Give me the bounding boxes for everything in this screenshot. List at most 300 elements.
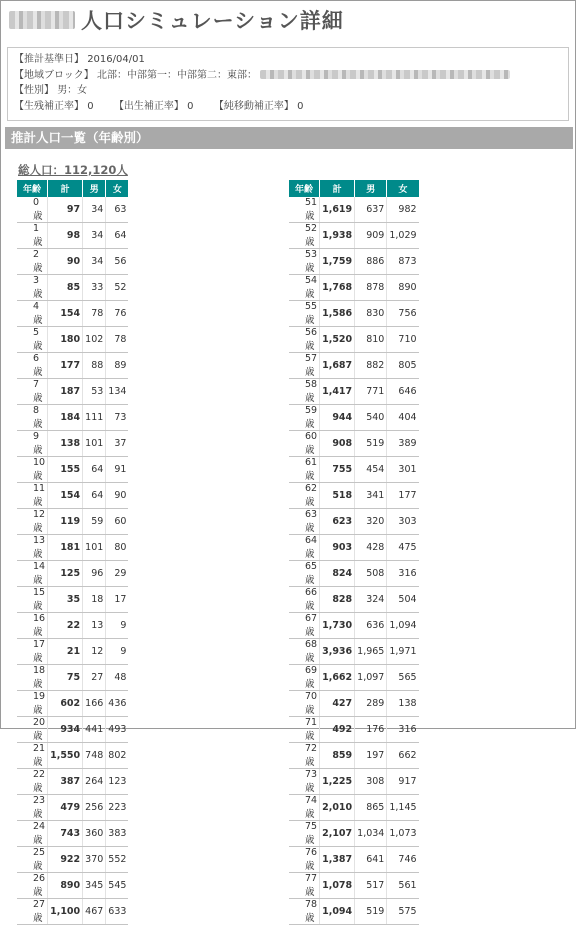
age-cell: 55歳 — [289, 301, 320, 327]
male-cell: 13 — [83, 613, 106, 639]
block-label: 【地域ブロック】 — [14, 69, 94, 81]
header-female: 女 — [387, 180, 419, 197]
table-header-row — [17, 180, 128, 197]
female-cell: 1,073 — [387, 821, 419, 847]
birth-rate-label: 【出生補正率】 — [113, 100, 184, 112]
age-cell: 54歳 — [289, 275, 320, 301]
female-cell: 89 — [106, 353, 129, 379]
total-cell: 1,078 — [320, 873, 355, 899]
table-row — [17, 223, 128, 249]
age-cell: 66歳 — [289, 587, 320, 613]
total-cell: 602 — [48, 691, 83, 717]
migration-rate-value: 0 — [297, 100, 304, 112]
female-cell: 301 — [387, 457, 419, 483]
male-cell: 176 — [355, 717, 387, 743]
total-cell: 908 — [320, 431, 355, 457]
female-cell: 9 — [106, 613, 129, 639]
table-row — [17, 405, 128, 431]
total-cell: 75 — [48, 665, 83, 691]
total-cell: 1,100 — [48, 899, 83, 925]
table-row — [289, 327, 419, 353]
female-cell: 404 — [387, 405, 419, 431]
age-cell: 69歳 — [289, 665, 320, 691]
female-cell: 873 — [387, 249, 419, 275]
survival-rate-label: 【生残補正率】 — [14, 100, 84, 112]
table-row — [289, 301, 419, 327]
female-cell: 37 — [106, 431, 129, 457]
table-row — [289, 717, 419, 743]
block-value: 北部：中部第一：中部第二：東部： — [97, 69, 257, 81]
male-cell: 909 — [355, 223, 387, 249]
age-cell: 5歳 — [17, 327, 48, 353]
total-cell: 903 — [320, 535, 355, 561]
table-header-row — [289, 180, 419, 197]
base-date-value: 2016/04/01 — [87, 54, 145, 65]
age-cell: 12歳 — [17, 509, 48, 535]
female-cell: 575 — [387, 899, 419, 925]
female-cell: 633 — [106, 899, 129, 925]
age-cell: 75歳 — [289, 821, 320, 847]
total-cell: 90 — [48, 249, 83, 275]
age-cell: 6歳 — [17, 353, 48, 379]
male-cell: 101 — [83, 431, 106, 457]
age-cell: 62歳 — [289, 483, 320, 509]
male-cell: 519 — [355, 431, 387, 457]
total-cell: 138 — [48, 431, 83, 457]
redacted-block-list — [260, 70, 510, 79]
female-cell: 303 — [387, 509, 419, 535]
male-cell: 865 — [355, 795, 387, 821]
male-cell: 96 — [83, 561, 106, 587]
age-cell: 65歳 — [289, 561, 320, 587]
male-cell: 428 — [355, 535, 387, 561]
female-cell: 1,029 — [387, 223, 419, 249]
table-row — [289, 431, 419, 457]
rates-row — [14, 99, 562, 115]
total-cell: 492 — [320, 717, 355, 743]
table-row — [289, 795, 419, 821]
male-cell: 34 — [83, 223, 106, 249]
female-cell: 90 — [106, 483, 129, 509]
male-cell: 197 — [355, 743, 387, 769]
female-cell: 134 — [106, 379, 129, 405]
age-cell: 53歳 — [289, 249, 320, 275]
total-cell: 1,759 — [320, 249, 355, 275]
male-cell: 34 — [83, 197, 106, 223]
female-cell: 63 — [106, 197, 129, 223]
age-cell: 24歳 — [17, 821, 48, 847]
total-cell: 427 — [320, 691, 355, 717]
total-cell: 97 — [48, 197, 83, 223]
female-cell: 805 — [387, 353, 419, 379]
male-cell: 102 — [83, 327, 106, 353]
total-cell: 3,936 — [320, 639, 355, 665]
total-cell: 1,586 — [320, 301, 355, 327]
table-row — [289, 821, 419, 847]
table-row — [17, 743, 128, 769]
table-row — [17, 431, 128, 457]
table-row — [289, 873, 419, 899]
total-cell: 184 — [48, 405, 83, 431]
table-row — [289, 639, 419, 665]
header-male: 男 — [355, 180, 387, 197]
female-cell: 475 — [387, 535, 419, 561]
table-row — [289, 535, 419, 561]
male-cell: 771 — [355, 379, 387, 405]
male-cell: 111 — [83, 405, 106, 431]
age-cell: 70歳 — [289, 691, 320, 717]
female-cell: 177 — [387, 483, 419, 509]
table-row — [289, 353, 419, 379]
total-cell: 35 — [48, 587, 83, 613]
total-cell: 1,387 — [320, 847, 355, 873]
table-row — [289, 509, 419, 535]
age-cell: 23歳 — [17, 795, 48, 821]
table-row — [289, 613, 419, 639]
gender-row — [14, 83, 562, 99]
female-cell: 662 — [387, 743, 419, 769]
total-cell: 859 — [320, 743, 355, 769]
total-cell: 1,938 — [320, 223, 355, 249]
total-cell: 1,225 — [320, 769, 355, 795]
total-cell: 518 — [320, 483, 355, 509]
table-row — [17, 639, 128, 665]
female-cell: 561 — [387, 873, 419, 899]
age-cell: 14歳 — [17, 561, 48, 587]
total-cell: 181 — [48, 535, 83, 561]
age-cell: 64歳 — [289, 535, 320, 561]
age-cell: 0歳 — [17, 197, 48, 223]
title-row — [1, 1, 575, 39]
age-cell: 22歳 — [17, 769, 48, 795]
male-cell: 18 — [83, 587, 106, 613]
age-cell: 20歳 — [17, 717, 48, 743]
male-cell: 33 — [83, 275, 106, 301]
total-cell: 623 — [320, 509, 355, 535]
female-cell: 138 — [387, 691, 419, 717]
total-cell: 177 — [48, 353, 83, 379]
male-cell: 264 — [83, 769, 106, 795]
table-row — [17, 249, 128, 275]
total-cell: 22 — [48, 613, 83, 639]
age-cell: 51歳 — [289, 197, 320, 223]
total-cell: 1,550 — [48, 743, 83, 769]
female-cell: 982 — [387, 197, 419, 223]
total-cell: 922 — [48, 847, 83, 873]
section-header: 推計人口一覧（年齢別） — [5, 127, 573, 149]
table-row — [17, 821, 128, 847]
age-cell: 74歳 — [289, 795, 320, 821]
female-cell: 52 — [106, 275, 129, 301]
age-cell: 13歳 — [17, 535, 48, 561]
male-cell: 370 — [83, 847, 106, 873]
male-cell: 886 — [355, 249, 387, 275]
female-cell: 890 — [387, 275, 419, 301]
male-cell: 88 — [83, 353, 106, 379]
table-row — [289, 847, 419, 873]
male-cell: 830 — [355, 301, 387, 327]
total-cell: 21 — [48, 639, 83, 665]
table-row — [17, 509, 128, 535]
female-cell: 545 — [106, 873, 129, 899]
female-cell: 91 — [106, 457, 129, 483]
total-population: 総人口：112,120人 — [18, 163, 128, 177]
age-cell: 63歳 — [289, 509, 320, 535]
total-cell: 154 — [48, 301, 83, 327]
table-row — [17, 197, 128, 223]
table-row — [289, 743, 419, 769]
male-cell: 508 — [355, 561, 387, 587]
male-cell: 59 — [83, 509, 106, 535]
total-cell: 387 — [48, 769, 83, 795]
female-cell: 56 — [106, 249, 129, 275]
migration-rate-label: 【純移動補正率】 — [213, 100, 294, 112]
female-cell: 73 — [106, 405, 129, 431]
table-row — [289, 249, 419, 275]
age-cell: 16歳 — [17, 613, 48, 639]
table-row — [17, 613, 128, 639]
total-cell: 85 — [48, 275, 83, 301]
table-row — [17, 847, 128, 873]
age-cell: 19歳 — [17, 691, 48, 717]
male-cell: 637 — [355, 197, 387, 223]
block-row — [14, 68, 562, 84]
age-cell: 26歳 — [17, 873, 48, 899]
female-cell: 552 — [106, 847, 129, 873]
total-cell: 2,010 — [320, 795, 355, 821]
conditions-panel — [7, 47, 569, 121]
age-cell: 77歳 — [289, 873, 320, 899]
male-cell: 308 — [355, 769, 387, 795]
table-row — [289, 769, 419, 795]
total-cell: 125 — [48, 561, 83, 587]
male-cell: 324 — [355, 587, 387, 613]
female-cell: 436 — [106, 691, 129, 717]
header-age: 年齢 — [289, 180, 320, 197]
table-row — [289, 405, 419, 431]
total-cell: 180 — [48, 327, 83, 353]
age-cell: 27歳 — [17, 899, 48, 925]
total-cell: 1,768 — [320, 275, 355, 301]
table-row — [17, 327, 128, 353]
age-cell: 1歳 — [17, 223, 48, 249]
female-cell: 48 — [106, 665, 129, 691]
age-cell: 25歳 — [17, 847, 48, 873]
male-cell: 12 — [83, 639, 106, 665]
table-row — [289, 691, 419, 717]
female-cell: 9 — [106, 639, 129, 665]
male-cell: 256 — [83, 795, 106, 821]
female-cell: 1,094 — [387, 613, 419, 639]
male-cell: 1,097 — [355, 665, 387, 691]
total-cell: 187 — [48, 379, 83, 405]
male-cell: 78 — [83, 301, 106, 327]
female-cell: 123 — [106, 769, 129, 795]
total-cell: 154 — [48, 483, 83, 509]
table-row — [17, 587, 128, 613]
age-cell: 9歳 — [17, 431, 48, 457]
female-cell: 1,145 — [387, 795, 419, 821]
male-cell: 454 — [355, 457, 387, 483]
total-cell: 944 — [320, 405, 355, 431]
female-cell: 710 — [387, 327, 419, 353]
male-cell: 345 — [83, 873, 106, 899]
male-cell: 467 — [83, 899, 106, 925]
male-cell: 878 — [355, 275, 387, 301]
male-cell: 341 — [355, 483, 387, 509]
age-cell: 4歳 — [17, 301, 48, 327]
table-row — [289, 379, 419, 405]
total-cell: 1,094 — [320, 899, 355, 925]
table-row — [289, 223, 419, 249]
female-cell: 504 — [387, 587, 419, 613]
total-cell: 98 — [48, 223, 83, 249]
table-row — [289, 587, 419, 613]
table-row — [17, 795, 128, 821]
population-table-left — [17, 180, 128, 925]
age-cell: 57歳 — [289, 353, 320, 379]
age-cell: 10歳 — [17, 457, 48, 483]
male-cell: 810 — [355, 327, 387, 353]
table-row — [17, 483, 128, 509]
female-cell: 565 — [387, 665, 419, 691]
total-cell: 479 — [48, 795, 83, 821]
age-cell: 7歳 — [17, 379, 48, 405]
total-cell: 1,730 — [320, 613, 355, 639]
male-cell: 641 — [355, 847, 387, 873]
table-row — [289, 561, 419, 587]
birth-rate-value: 0 — [187, 100, 194, 112]
table-row — [17, 717, 128, 743]
total-cell: 934 — [48, 717, 83, 743]
female-cell: 383 — [106, 821, 129, 847]
female-cell: 802 — [106, 743, 129, 769]
survival-rate-value: 0 — [87, 100, 94, 112]
female-cell: 80 — [106, 535, 129, 561]
male-cell: 1,034 — [355, 821, 387, 847]
male-cell: 289 — [355, 691, 387, 717]
female-cell: 1,971 — [387, 639, 419, 665]
total-cell: 1,417 — [320, 379, 355, 405]
male-cell: 441 — [83, 717, 106, 743]
female-cell: 316 — [387, 717, 419, 743]
total-cell: 828 — [320, 587, 355, 613]
male-cell: 519 — [355, 899, 387, 925]
age-cell: 73歳 — [289, 769, 320, 795]
table-row — [17, 769, 128, 795]
table-row — [289, 457, 419, 483]
male-cell: 53 — [83, 379, 106, 405]
header-female: 女 — [106, 180, 129, 197]
base-date-row — [14, 52, 562, 68]
male-cell: 34 — [83, 249, 106, 275]
male-cell: 27 — [83, 665, 106, 691]
base-date-label: 【推計基準日】 — [14, 54, 84, 65]
age-cell: 60歳 — [289, 431, 320, 457]
female-cell: 917 — [387, 769, 419, 795]
age-cell: 8歳 — [17, 405, 48, 431]
gender-label: 【性別】 — [14, 85, 54, 96]
female-cell: 223 — [106, 795, 129, 821]
female-cell: 29 — [106, 561, 129, 587]
header-age: 年齢 — [17, 180, 48, 197]
table-row — [17, 665, 128, 691]
total-cell: 1,619 — [320, 197, 355, 223]
total-cell: 119 — [48, 509, 83, 535]
total-cell: 824 — [320, 561, 355, 587]
total-cell: 2,107 — [320, 821, 355, 847]
redacted-region-name — [9, 11, 75, 29]
male-cell: 1,965 — [355, 639, 387, 665]
male-cell: 320 — [355, 509, 387, 535]
age-cell: 58歳 — [289, 379, 320, 405]
table-row — [17, 301, 128, 327]
age-cell: 56歳 — [289, 327, 320, 353]
age-cell: 3歳 — [17, 275, 48, 301]
female-cell: 60 — [106, 509, 129, 535]
table-row — [17, 379, 128, 405]
male-cell: 101 — [83, 535, 106, 561]
table-row — [289, 275, 419, 301]
age-cell: 59歳 — [289, 405, 320, 431]
header-male: 男 — [83, 180, 106, 197]
age-cell: 2歳 — [17, 249, 48, 275]
female-cell: 76 — [106, 301, 129, 327]
female-cell: 646 — [387, 379, 419, 405]
total-cell: 1,520 — [320, 327, 355, 353]
age-cell: 11歳 — [17, 483, 48, 509]
age-cell: 78歳 — [289, 899, 320, 925]
age-cell: 71歳 — [289, 717, 320, 743]
table-row — [289, 197, 419, 223]
table-row — [17, 535, 128, 561]
male-cell: 636 — [355, 613, 387, 639]
female-cell: 746 — [387, 847, 419, 873]
male-cell: 360 — [83, 821, 106, 847]
age-cell: 21歳 — [17, 743, 48, 769]
total-cell: 755 — [320, 457, 355, 483]
age-cell: 52歳 — [289, 223, 320, 249]
page-title: 人口シミュレーション詳細 — [81, 9, 344, 33]
table-row — [289, 665, 419, 691]
table-row — [17, 353, 128, 379]
female-cell: 389 — [387, 431, 419, 457]
total-cell: 1,687 — [320, 353, 355, 379]
age-cell: 15歳 — [17, 587, 48, 613]
total-cell: 890 — [48, 873, 83, 899]
total-cell: 155 — [48, 457, 83, 483]
male-cell: 517 — [355, 873, 387, 899]
age-cell: 68歳 — [289, 639, 320, 665]
table-row — [17, 899, 128, 925]
age-cell: 76歳 — [289, 847, 320, 873]
male-cell: 64 — [83, 457, 106, 483]
male-cell: 540 — [355, 405, 387, 431]
header-total: 計 — [320, 180, 355, 197]
female-cell: 756 — [387, 301, 419, 327]
female-cell: 493 — [106, 717, 129, 743]
age-cell: 17歳 — [17, 639, 48, 665]
total-cell: 743 — [48, 821, 83, 847]
table-row — [17, 275, 128, 301]
female-cell: 64 — [106, 223, 129, 249]
male-cell: 166 — [83, 691, 106, 717]
female-cell: 316 — [387, 561, 419, 587]
table-row — [289, 899, 419, 925]
gender-value: 男：女 — [57, 85, 88, 96]
table-row — [17, 691, 128, 717]
female-cell: 78 — [106, 327, 129, 353]
